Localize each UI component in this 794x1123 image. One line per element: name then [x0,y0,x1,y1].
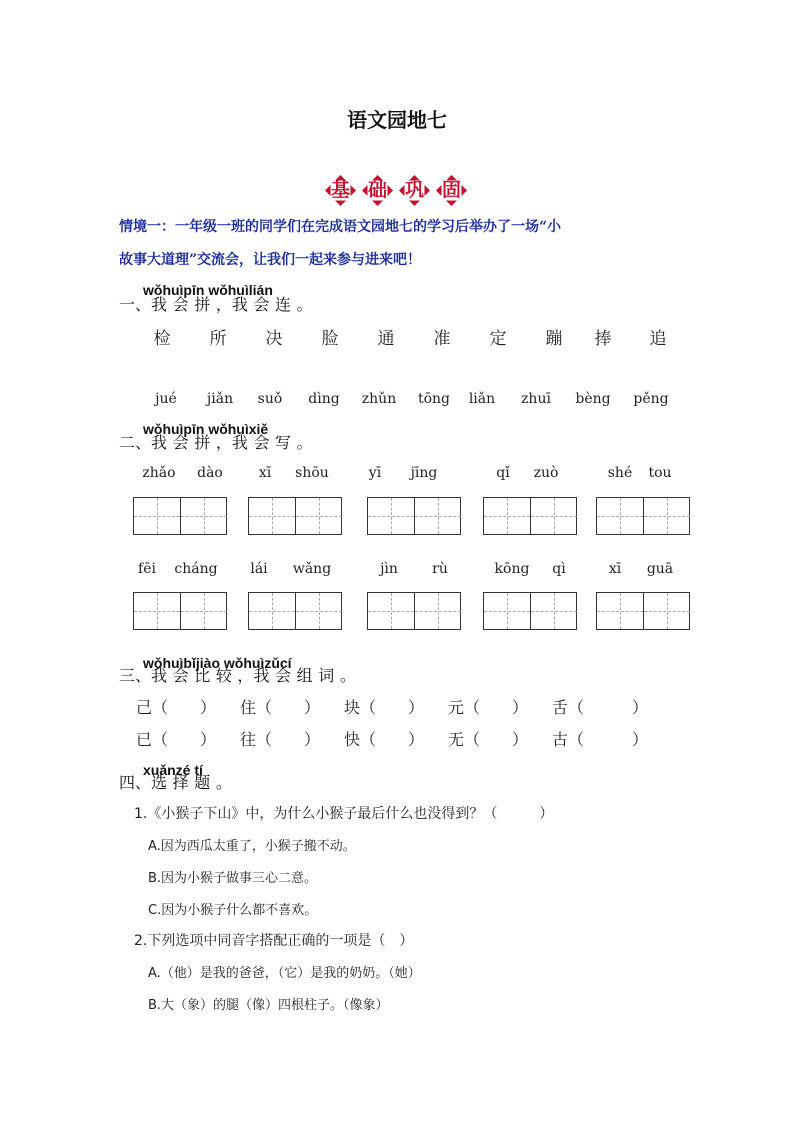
banner-char: 巩 [404,179,424,201]
pinyin: wǎng [292,561,332,577]
pinyin: bèng [575,391,611,407]
heading-text: 我会连 [231,295,297,314]
writing-grid[interactable] [367,592,461,630]
compare-row-1 [136,695,648,718]
pinyin: cháng [174,561,218,577]
pinyin: dào [197,465,223,481]
pinyin: shé [607,465,633,481]
writing-grid[interactable] [367,497,461,535]
question-2: 2.下列选项中同音字搭配正确的一项是（ ） [134,933,414,949]
page-title: 语文园地七 [347,108,447,132]
heading-text: 我会拼 [151,433,216,452]
heading-sep: ， [237,666,254,685]
pinyin: dìng [308,391,340,407]
section1-pinyin: wǒhuìpīn wǒhuìlián [143,282,273,298]
section3-heading [119,663,356,686]
compare-item[interactable]: 无（ ） [448,730,529,749]
q2-option-b[interactable]: B.大（象）的腿（像）四根柱子。（像象） [148,998,389,1013]
pinyin: xī [258,465,272,481]
character: 蹦 [545,329,563,349]
heading-sep: ， [215,295,232,314]
banner-char: 固 [441,179,461,201]
character: 通 [377,329,395,349]
section-banner [325,175,467,206]
pinyin: tou [648,465,672,481]
heading-text: 我会比较 [151,666,238,685]
pinyin: jìn [380,561,398,577]
section-number: 二、 [119,433,152,452]
pinyin: jiǎn [206,391,234,407]
section-number: 四、 [119,773,152,792]
compare-item[interactable]: 己（ ） [136,698,217,717]
writing-grid[interactable] [248,497,342,535]
heading-text: 选择题 [151,773,216,792]
banner-badge [325,175,356,206]
writing-grid[interactable] [133,497,227,535]
writing-grid[interactable] [596,497,690,535]
heading-text: 我会拼 [151,295,216,314]
banner-badge [436,175,467,206]
section-number: 三、 [119,666,152,685]
pinyin: liǎn [468,391,496,407]
pinyin: rù [432,561,448,577]
character: 定 [489,329,507,349]
banner-badge [362,175,393,206]
pinyin: xī [608,561,622,577]
compare-item[interactable]: 住（ ） [240,698,321,717]
pinyin: zhǎo [142,465,176,481]
writing-grid[interactable] [483,592,577,630]
pinyin: jīng [410,465,438,481]
pinyin: shōu [295,465,329,481]
compare-item[interactable]: 古（ ） [552,730,649,749]
pinyin: kōng [494,561,530,577]
section2-heading [119,430,313,453]
pinyin: yī [368,465,382,481]
pinyin: qì [552,561,566,577]
character: 检 [153,329,171,349]
writing-grid[interactable] [248,592,342,630]
compare-item[interactable]: 舌（ ） [552,698,649,717]
compare-item[interactable]: 元（ ） [448,698,529,717]
character: 脸 [321,329,339,349]
question-1: 1.《小猴子下山》中，为什么小猴子最后什么也没得到？（ ） [134,806,554,822]
pinyin: zhuī [521,391,551,407]
intro-line-2: 故事大道理”交流会，让我们一起来参与进来吧！ [119,252,422,268]
character: 所 [209,329,227,349]
pinyin: qǐ [496,465,510,481]
pinyin: zuò [533,465,559,481]
q1-option-b[interactable]: B.因为小猴子做事三心二意。 [148,871,318,886]
writing-grid[interactable] [483,497,577,535]
intro-line-1: 情境一：一年级一班的同学们在完成语文园地七的学习后举办了一场“小 [119,219,562,235]
q1-option-c[interactable]: C.因为小猴子什么都不喜欢。 [148,903,318,918]
banner-char: 基 [330,179,350,201]
character: 准 [433,329,451,349]
section1-heading [119,292,313,315]
heading-text: 我会组词 [253,666,340,685]
pinyin: lái [250,561,268,577]
section4-pinyin: xuǎnzé tí [143,762,203,778]
writing-grid[interactable] [596,592,690,630]
banner-char: 础 [367,179,387,201]
compare-item[interactable]: 往（ ） [240,730,321,749]
heading-end: 。 [215,773,232,792]
pinyin: fēi [138,561,156,577]
pinyin: guā [646,561,674,577]
pinyin: tōng [417,391,451,407]
section3-pinyin: wǒhuìbǐjiào wǒhuìzǔcí [143,655,292,671]
heading-end: 。 [339,666,356,685]
pinyin: jué [155,391,177,407]
pinyin: pěng [633,391,669,407]
pinyin: suǒ [257,391,283,407]
compare-item[interactable]: 已（ ） [136,730,217,749]
character: 决 [265,329,283,349]
section2-pinyin: wǒhuìpīn wǒhuìxiě [143,421,269,437]
heading-sep: ， [215,433,232,452]
compare-row-2 [136,727,648,750]
compare-item[interactable]: 块（ ） [344,698,425,717]
q1-option-a[interactable]: A.因为西瓜太重了，小猴子搬不动。 [148,839,356,854]
compare-item[interactable]: 快（ ） [344,730,425,749]
section4-heading [119,770,232,793]
pinyin: zhǔn [361,391,397,407]
writing-grid[interactable] [133,592,227,630]
character: 追 [649,329,667,349]
heading-text: 我会写 [231,433,297,452]
section-number: 一、 [119,295,152,314]
heading-end: 。 [296,433,313,452]
character: 捧 [594,329,612,349]
banner-badge [399,175,430,206]
q2-option-a[interactable]: A.（他）是我的爸爸，（它）是我的奶奶。（她） [148,966,421,981]
heading-end: 。 [296,295,313,314]
